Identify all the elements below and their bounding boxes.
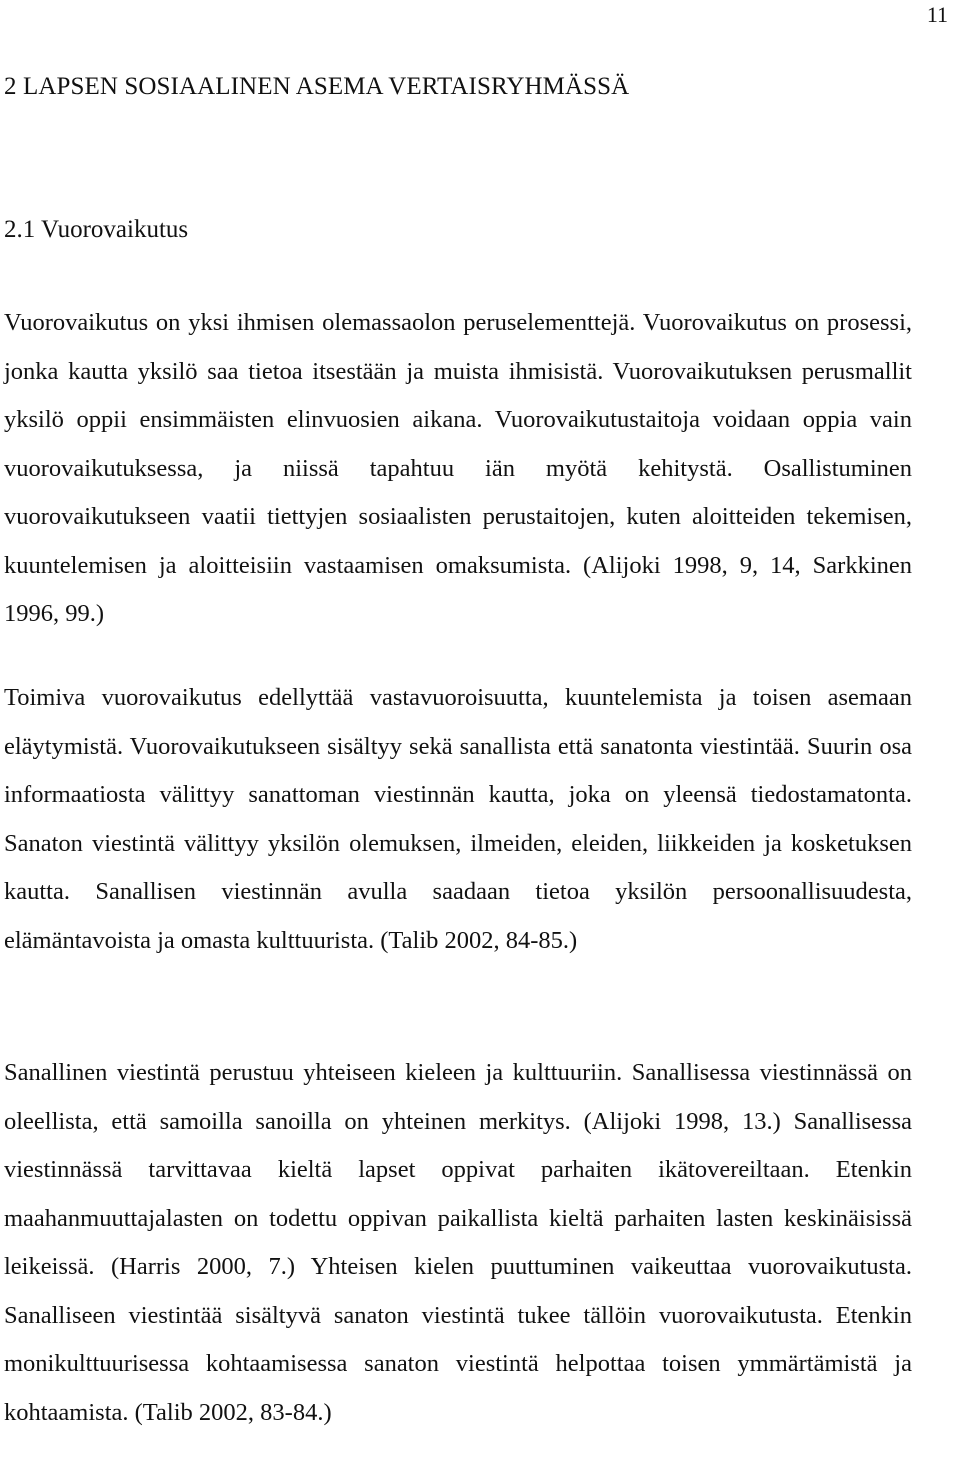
section-title: 2.1 Vuorovaikutus	[4, 216, 189, 243]
body-paragraph-3: Sanallinen viestintä perustuu yhteiseen kieleen ja kulttuuriin. Sanallisessa viestinnässä on oleellista, että samoilla sanoilla on yhteinen merkitys. (Alijoki 1998, 13.) Sanallisessa viestinnässä tarvittavaa kieltä lapset oppivat parhaiten ikätovereiltaan. Etenkin maahanmuuttajalasten on todettu oppivan paikallista kieltä parhaiten lasten keskinäisissä leikeissä. (Harris 2000, 7.) Yhteisen kielen puuttuminen vaikeuttaa vuorovaikutusta. Sanalliseen viestintää sisältyvä sanaton viestintä tukee tällöin vuorovaikutusta. Etenkin monikulttuurisessa kohtaamisessa sanaton viestintä helpottaa toisen ymmärtämistä ja kohtaamista. (Talib 2002, 83-84.)	[4, 1059, 912, 1426]
body-paragraph-1: Vuorovaikutus on yksi ihmisen olemassaolon peruselementtejä. Vuorovaikutus on prosessi, jonka kautta yksilö saa tietoa itsestään ja muista ihmisistä. Vuorovaikutuksen perusmallit yksilö oppii ensimmäisten elinvuosien aikana. Vuorovaikutustaitoja voidaan oppia vain vuorovaikutuksessa, ja niissä tapahtuu iän myötä kehitystä. Osallistuminen vuorovaikutukseen vaatii tiettyjen sosiaalisten perustaitojen, kuten aloitteiden tekemisen, kuuntelemisen ja aloitteisiin vastaamisen omaksumista. (Alijoki 1998, 9, 14, Sarkkinen 1996, 99.)	[4, 309, 912, 627]
chapter-title: 2 LAPSEN SOSIAALINEN ASEMA VERTAISRYHMÄSSÄ	[4, 73, 630, 100]
body-paragraph-2: Toimiva vuorovaikutus edellyttää vastavuoroisuutta, kuuntelemista ja toisen asemaan eläytymistä. Vuorovaikutukseen sisältyy sekä sanallista että sanatonta viestintää. Suurin osa informaatiosta välittyy sanattoman viestinnän kautta, joka on yleensä tiedostamatonta. Sanaton viestintä välittyy yksilön olemuksen, ilmeiden, eleiden, liikkeiden ja kosketuksen kautta. Sanallisen viestinnän avulla saadaan tietoa yksilön persoonallisuudesta, elämäntavoista ja omasta kulttuurista. (Talib 2002, 84-85.)	[4, 684, 912, 954]
page-number: 11	[926, 2, 948, 27]
